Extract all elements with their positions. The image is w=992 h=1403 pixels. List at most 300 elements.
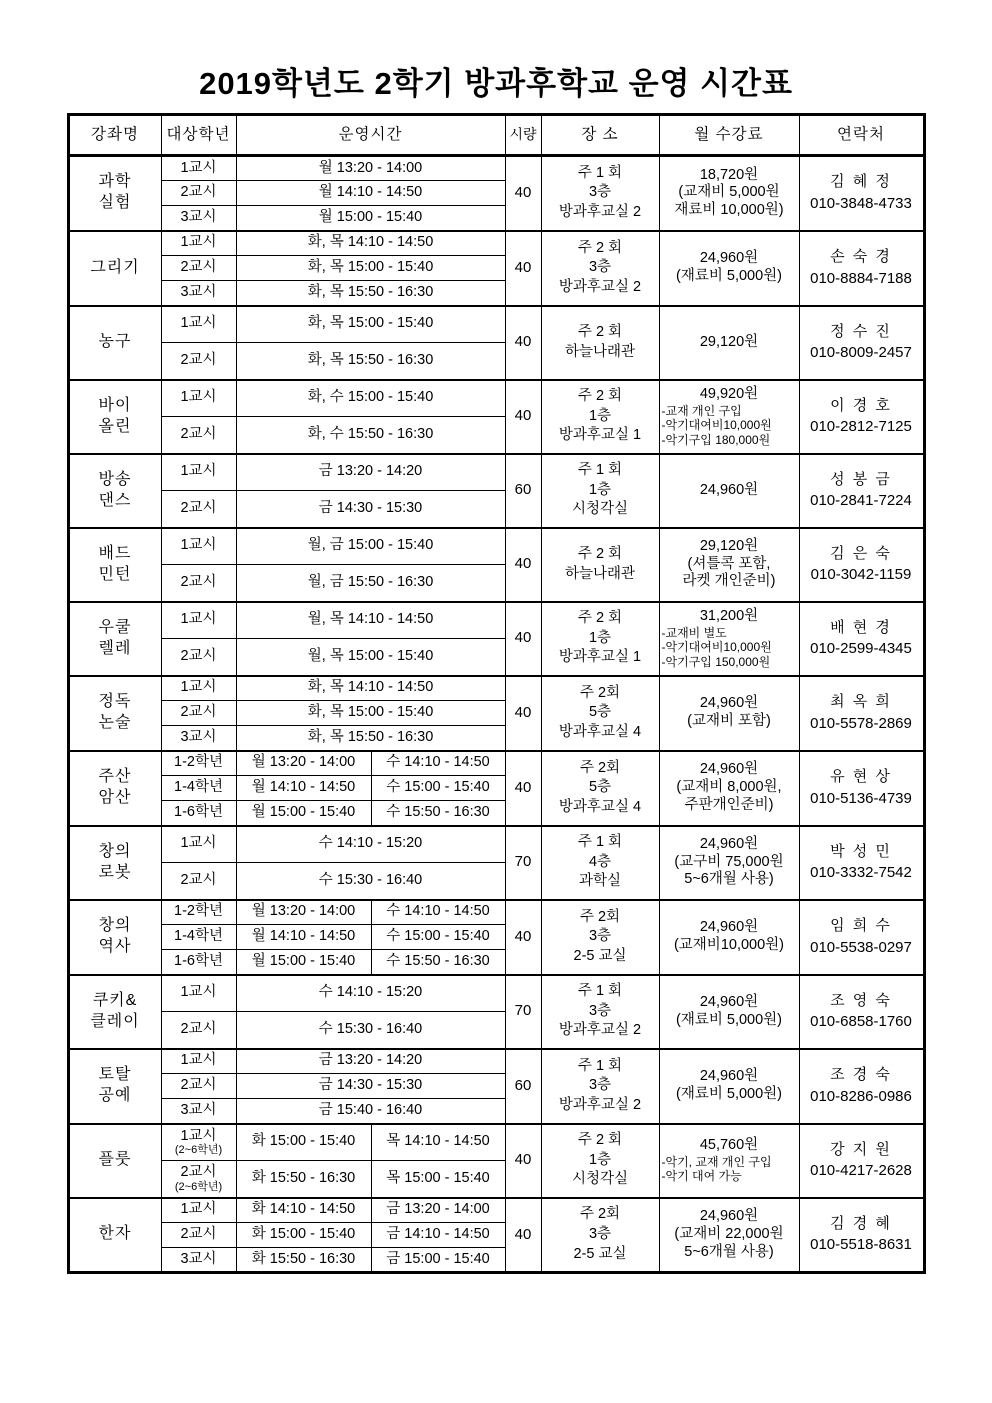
teacher-phone: 010-6858-1760 (810, 1013, 912, 1030)
text-line: -악기대여비10,000원 (661, 418, 772, 433)
text-line: 31,200원 (699, 608, 759, 625)
course-name-cell (68, 231, 161, 306)
time-cell: 화, 수 15:00 - 15:40 (236, 380, 505, 417)
fee-cell (659, 454, 799, 528)
text-line: 2교시 (180, 704, 217, 721)
grade-cell (161, 726, 236, 751)
teacher-name: 최 옥 희 (830, 693, 892, 711)
text-line: 주 2회 (579, 684, 621, 701)
text-line: 배드 (98, 544, 132, 562)
teacher-phone: 010-5538-0297 (810, 938, 912, 956)
text-line: 2-5 교실 (573, 1245, 627, 1262)
place-cell (541, 900, 659, 975)
text-line: 정독 (98, 693, 132, 711)
text-line: 4층 (588, 853, 612, 870)
grade-cell (161, 231, 236, 256)
time-cell: 목 15:00 - 15:40 (371, 1161, 505, 1198)
contact-cell (799, 1049, 924, 1124)
time-cell: 화, 목 14:10 - 14:50 (236, 676, 505, 701)
text-line: 24,960원 (699, 250, 759, 267)
hours-cell: 40 (505, 231, 541, 306)
text-line: (재료비 5,000원) (676, 268, 782, 284)
time-cell: 화 15:00 - 15:40 (236, 1124, 371, 1161)
teacher-name: 정 수 진 (830, 322, 892, 340)
text-line: (재료비 5,000원) (676, 1011, 782, 1028)
grade-cell (161, 1161, 236, 1198)
text-line: 24,960원 (699, 993, 759, 1010)
course-name-cell (68, 826, 161, 900)
text-line: 방송 (98, 470, 132, 488)
text-line: 24,960원 (699, 1068, 759, 1085)
course-name-cell (68, 380, 161, 454)
grade-cell (161, 950, 236, 975)
hours-cell: 40 (505, 676, 541, 751)
fee-cell (659, 826, 799, 900)
grade-cell (161, 676, 236, 701)
timetable-body (68, 156, 924, 1273)
grade-cell (161, 925, 236, 950)
text-line: 한자 (98, 1225, 132, 1243)
teacher-phone: 010-2841-7224 (810, 492, 912, 509)
fee-cell (659, 1124, 799, 1198)
text-line: -악기 대여 가능 (661, 1169, 742, 1184)
text-line: 1-6학년 (174, 952, 223, 969)
text-line: 3교시 (180, 1250, 217, 1267)
text-line: 2-5 교실 (573, 947, 627, 964)
text-line: 방과후교실 2 (558, 204, 642, 221)
course-row (68, 900, 924, 925)
teacher-name: 손 숙 경 (830, 248, 892, 266)
text-line: 29,120원 (699, 333, 759, 350)
text-line: 1층 (588, 629, 612, 646)
place-cell (541, 380, 659, 454)
course-name-cell (68, 528, 161, 602)
contact-cell (799, 826, 924, 900)
text-line: 과학 (98, 173, 132, 191)
contact-cell (799, 306, 924, 380)
text-line: 주판개인준비) (684, 796, 774, 813)
text-line: 주 1 회 (577, 1057, 623, 1074)
time-cell: 월 14:10 - 14:50 (236, 181, 505, 206)
text-line: 1교시 (180, 611, 217, 628)
text-line: 3층 (588, 259, 612, 276)
course-name-cell (68, 1198, 161, 1273)
teacher-name: 강 지 원 (830, 1140, 892, 1158)
course-row (68, 1049, 924, 1074)
course-name-cell (68, 751, 161, 826)
time-cell: 화, 목 14:10 - 14:50 (236, 231, 505, 256)
text-line: (교재비 22,000원 (674, 1225, 784, 1242)
course-name-cell (68, 454, 161, 528)
time-cell: 월 14:10 - 14:50 (236, 776, 371, 801)
time-cell: 금 14:30 - 15:30 (236, 491, 505, 528)
timetable (67, 113, 926, 1274)
place-cell (541, 602, 659, 676)
course-row (68, 454, 924, 491)
course-name-cell (68, 602, 161, 676)
time-cell: 월, 목 15:00 - 15:40 (236, 639, 505, 676)
teacher-phone: 010-5136-4739 (810, 789, 912, 807)
grade-cell (161, 454, 236, 491)
text-line: 클레이 (90, 1012, 140, 1030)
text-line: 주산 (98, 768, 132, 786)
text-line: 방과후교실 1 (558, 649, 642, 666)
text-line: 주 2회 (579, 908, 621, 925)
hours-cell: 40 (505, 751, 541, 826)
col-header-time: 운영시간 (236, 115, 505, 156)
grade-cell (161, 343, 236, 380)
col-header-grade: 대상학년 (161, 115, 236, 156)
time-cell: 수 14:10 - 14:50 (371, 900, 505, 925)
teacher-phone: 010-5578-2869 (810, 714, 912, 732)
fee-cell (659, 602, 799, 676)
text-line: 1교시 (180, 835, 217, 852)
col-header-place: 장 소 (541, 115, 659, 156)
time-cell: 화 14:10 - 14:50 (236, 1198, 371, 1223)
time-cell: 수 15:00 - 15:40 (371, 776, 505, 801)
time-cell: 월 13:20 - 14:00 (236, 751, 371, 776)
text-line: 3층 (588, 1225, 612, 1242)
course-row (68, 751, 924, 776)
contact-cell (799, 380, 924, 454)
text-line: (교재비 포함) (687, 713, 771, 729)
text-line: 1교시 (180, 1201, 217, 1218)
text-line: 방과후교실 2 (558, 1096, 642, 1113)
col-header-contact: 연락처 (799, 115, 924, 156)
text-line: 시청각실 (571, 501, 629, 518)
text-line: 하늘나래관 (564, 343, 636, 360)
time-cell: 월 13:20 - 14:00 (236, 156, 505, 181)
hours-cell: 60 (505, 454, 541, 528)
text-line: 시청각실 (571, 1171, 629, 1188)
fee-cell (659, 156, 799, 231)
text-line: 1-6학년 (174, 803, 223, 820)
teacher-name: 이 경 호 (830, 396, 892, 414)
time-cell: 금 15:00 - 15:40 (371, 1248, 505, 1273)
text-line: 5~6개월 사용) (684, 1243, 774, 1260)
text-line: 방과후교실 4 (558, 798, 642, 815)
place-cell (541, 676, 659, 751)
text-line: 1교시 (180, 1052, 217, 1069)
text-line: 1-4학년 (174, 928, 223, 945)
course-name-cell (68, 676, 161, 751)
grade-cell (161, 1124, 236, 1161)
place-cell (541, 975, 659, 1049)
text-line: 1-2학년 (174, 903, 223, 920)
time-cell: 화, 수 15:50 - 16:30 (236, 417, 505, 454)
grade-cell (161, 801, 236, 826)
text-line: 주 2 회 (577, 323, 623, 340)
text-line: 2교시 (180, 1077, 217, 1094)
teacher-phone: 010-3332-7542 (810, 864, 912, 881)
grade-cell (161, 639, 236, 676)
course-row (68, 1124, 924, 1161)
time-cell: 월 14:10 - 14:50 (236, 925, 371, 950)
place-cell (541, 156, 659, 231)
time-cell: 화 15:00 - 15:40 (236, 1223, 371, 1248)
contact-cell (799, 975, 924, 1049)
grade-cell (161, 380, 236, 417)
text-line: 토탈 (98, 1066, 132, 1084)
fee-cell (659, 1198, 799, 1273)
text-line: 1교시 (180, 463, 217, 480)
time-cell: 화, 목 15:50 - 16:30 (236, 281, 505, 306)
grade-cell (161, 1198, 236, 1223)
text-line: 5층 (588, 779, 612, 796)
course-name-cell (68, 975, 161, 1049)
time-cell: 수 14:10 - 15:20 (236, 826, 505, 863)
text-line: 암산 (98, 789, 132, 806)
text-line: (2~6학년) (174, 1144, 223, 1157)
fee-cell (659, 975, 799, 1049)
grade-cell (161, 206, 236, 231)
time-cell: 수 15:50 - 16:30 (371, 950, 505, 975)
text-line: (교구비 75,000원 (674, 853, 784, 870)
time-cell: 화 15:50 - 16:30 (236, 1248, 371, 1273)
text-line: 2교시 (180, 573, 217, 590)
text-line: 논술 (98, 714, 132, 731)
text-line: 1교시 (180, 389, 217, 406)
hours-cell: 40 (505, 528, 541, 602)
time-cell: 목 14:10 - 14:50 (371, 1124, 505, 1161)
grade-cell (161, 491, 236, 528)
text-line: 2교시 (180, 1020, 217, 1037)
course-name-cell (68, 900, 161, 975)
time-cell: 수 15:30 - 16:40 (236, 863, 505, 900)
hours-cell: 60 (505, 1049, 541, 1124)
text-line: 3층 (588, 184, 612, 201)
text-line: 1교시 (180, 1127, 217, 1144)
text-line: 라켓 개인준비) (682, 573, 776, 590)
time-cell: 화, 목 15:00 - 15:40 (236, 701, 505, 726)
text-line: 24,960원 (699, 761, 759, 778)
time-cell: 화, 목 15:50 - 16:30 (236, 726, 505, 751)
text-line: 24,960원 (699, 695, 759, 712)
text-line: 2교시 (180, 425, 217, 442)
contact-cell (799, 454, 924, 528)
text-line: 1교시 (180, 537, 217, 554)
teacher-name: 배 현 경 (830, 618, 892, 636)
teacher-phone: 010-8286-0986 (810, 1087, 912, 1105)
teacher-phone: 010-8884-7188 (810, 269, 912, 287)
place-cell (541, 1049, 659, 1124)
text-line: 주 2 회 (577, 239, 623, 256)
text-line: 1층 (588, 407, 612, 424)
course-name-cell (68, 1124, 161, 1198)
teacher-name: 유 현 상 (830, 768, 892, 786)
fee-cell (659, 900, 799, 975)
fee-cell (659, 306, 799, 380)
time-cell: 수 15:50 - 16:30 (371, 801, 505, 826)
text-line: -교재 개인 구입 (661, 403, 742, 418)
place-cell (541, 528, 659, 602)
grade-cell (161, 900, 236, 925)
text-line: 1교시 (180, 234, 217, 251)
text-line: 주 1 회 (577, 983, 623, 1000)
text-line: 3층 (588, 928, 612, 945)
contact-cell (799, 1124, 924, 1198)
teacher-name: 조 영 숙 (830, 991, 892, 1009)
teacher-phone: 010-2812-7125 (810, 418, 912, 435)
text-line: 24,960원 (699, 835, 759, 852)
grade-cell (161, 1049, 236, 1074)
grade-cell (161, 776, 236, 801)
text-line: 1층 (588, 1151, 612, 1168)
text-line: 렐레 (98, 639, 132, 657)
teacher-name: 김 경 혜 (830, 1214, 892, 1232)
teacher-name: 조 경 숙 (830, 1066, 892, 1084)
hours-cell: 70 (505, 826, 541, 900)
fee-cell (659, 1049, 799, 1124)
text-line: 29,120원 (699, 537, 759, 554)
grade-cell (161, 826, 236, 863)
hours-cell: 70 (505, 975, 541, 1049)
time-cell: 수 14:10 - 14:50 (371, 751, 505, 776)
text-line: 3층 (588, 1002, 612, 1019)
text-line: 과학실 (578, 873, 622, 890)
grade-cell (161, 1099, 236, 1124)
course-name-cell (68, 156, 161, 231)
course-row (68, 676, 924, 701)
course-row (68, 975, 924, 1012)
time-cell: 금 14:10 - 14:50 (371, 1223, 505, 1248)
text-line: 댄스 (98, 491, 132, 509)
text-line: 재료비 10,000원) (674, 202, 784, 219)
grade-cell (161, 863, 236, 900)
contact-cell (799, 231, 924, 306)
time-cell: 월 15:00 - 15:40 (236, 206, 505, 231)
text-line: 1교시 (180, 984, 217, 1001)
text-line: 역사 (98, 938, 132, 955)
course-row (68, 156, 924, 181)
grade-cell (161, 602, 236, 639)
contact-cell (799, 900, 924, 975)
text-line: 2교시 (180, 184, 217, 201)
text-line: -악기구입 180,000원 (661, 432, 771, 447)
place-cell (541, 231, 659, 306)
contact-cell (799, 751, 924, 826)
teacher-phone: 010-5518-8631 (810, 1236, 912, 1254)
time-cell: 수 14:10 - 15:20 (236, 975, 505, 1012)
grade-cell (161, 565, 236, 602)
course-row (68, 306, 924, 343)
grade-cell (161, 181, 236, 206)
text-line: 바이 (98, 396, 132, 414)
text-line: -악기대여비10,000원 (661, 640, 772, 655)
text-line: 3층 (588, 1077, 612, 1094)
text-line: 주 2 회 (577, 610, 623, 627)
text-line: 창의 (98, 842, 132, 860)
fee-cell (659, 528, 799, 602)
text-line: 민턴 (98, 565, 132, 583)
text-line: 2교시 (180, 259, 217, 276)
text-line: 주 2 회 (577, 545, 623, 562)
text-line: -악기구입 150,000원 (661, 654, 771, 669)
hours-cell: 40 (505, 900, 541, 975)
text-line: 3교시 (180, 728, 217, 745)
text-line: 2교시 (180, 871, 217, 888)
place-cell (541, 1198, 659, 1273)
text-line: 1교시 (180, 159, 217, 176)
text-line: 2교시 (180, 1164, 217, 1181)
time-cell: 월, 금 15:00 - 15:40 (236, 528, 505, 565)
grade-cell (161, 281, 236, 306)
text-line: 2교시 (180, 499, 217, 516)
teacher-name: 박 성 민 (830, 842, 892, 860)
grade-cell (161, 417, 236, 454)
place-cell (541, 1124, 659, 1198)
grade-cell (161, 1248, 236, 1273)
grade-cell (161, 306, 236, 343)
text-line: 주 1 회 (577, 164, 623, 181)
time-cell: 화, 목 15:50 - 16:30 (236, 343, 505, 380)
teacher-phone: 010-2599-4345 (810, 640, 912, 657)
text-line: 주 2 회 (577, 1132, 623, 1149)
text-line: (교재비 5,000원 (678, 184, 780, 201)
text-line: 24,960원 (699, 481, 759, 498)
text-line: 1-4학년 (174, 779, 223, 796)
teacher-name: 성 봉 금 (830, 470, 892, 488)
text-line: 주 2 회 (577, 388, 623, 405)
time-cell: 월 13:20 - 14:00 (236, 900, 371, 925)
time-cell: 월 15:00 - 15:40 (236, 801, 371, 826)
text-line: (교재비10,000원) (673, 937, 785, 953)
hours-cell: 40 (505, 380, 541, 454)
place-cell (541, 454, 659, 528)
text-line: 방과후교실 2 (558, 1022, 642, 1039)
grade-cell (161, 1223, 236, 1248)
text-line: 5층 (588, 704, 612, 721)
course-row (68, 826, 924, 863)
time-cell: 금 14:30 - 15:30 (236, 1074, 505, 1099)
grade-cell (161, 256, 236, 281)
course-row (68, 602, 924, 639)
text-line: 3교시 (180, 1101, 217, 1118)
text-line: 쿠키& (92, 991, 138, 1009)
time-cell: 월, 목 14:10 - 14:50 (236, 602, 505, 639)
grade-cell (161, 528, 236, 565)
col-header-fee: 월 수강료 (659, 115, 799, 156)
time-cell: 월 15:00 - 15:40 (236, 950, 371, 975)
text-line: (셔틀콕 포함, (687, 555, 771, 572)
text-line: 실험 (98, 194, 132, 212)
text-line: 1층 (588, 481, 612, 498)
time-cell: 수 15:30 - 16:40 (236, 1012, 505, 1049)
text-line: 창의 (98, 917, 132, 935)
contact-cell (799, 528, 924, 602)
text-line: 24,960원 (699, 919, 759, 936)
text-line: 하늘나래관 (564, 565, 636, 582)
time-cell: 월, 금 15:50 - 16:30 (236, 565, 505, 602)
teacher-name: 김 은 숙 (830, 544, 892, 562)
text-line: 18,720원 (699, 166, 759, 183)
teacher-name: 김 혜 정 (830, 173, 892, 191)
grade-cell (161, 156, 236, 181)
text-line: 주 1 회 (577, 462, 623, 479)
text-line: 로봇 (98, 863, 132, 881)
course-name-cell (68, 306, 161, 380)
time-cell: 화, 목 15:00 - 15:40 (236, 256, 505, 281)
teacher-phone: 010-8009-2457 (810, 344, 912, 361)
text-line: 2교시 (180, 351, 217, 368)
hours-cell: 40 (505, 1124, 541, 1198)
grade-cell (161, 751, 236, 776)
text-line: 49,920원 (699, 386, 759, 403)
place-cell (541, 306, 659, 380)
text-line: 농구 (98, 333, 132, 351)
course-name-cell (68, 1049, 161, 1124)
page-title: 2019학년도 2학기 방과후학교 운영 시간표 (199, 66, 793, 101)
